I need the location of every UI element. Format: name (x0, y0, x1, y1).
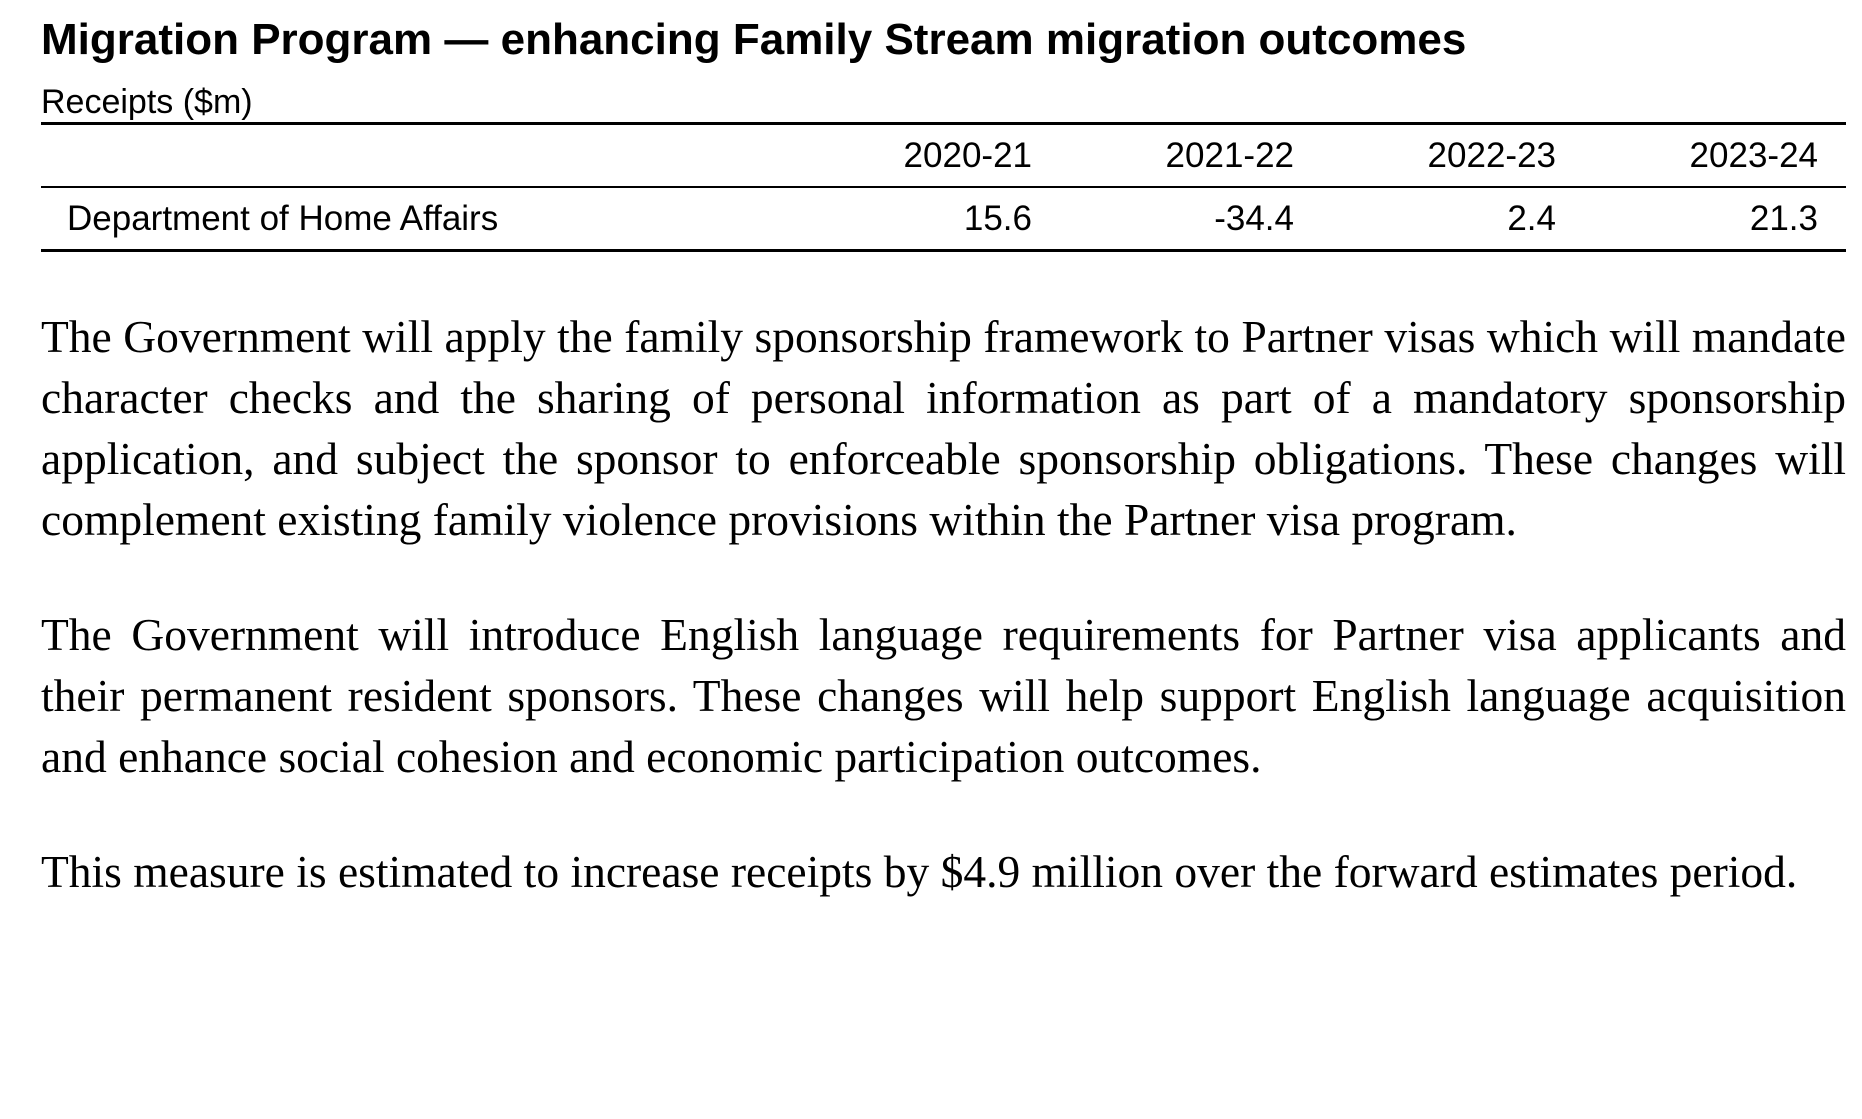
body-paragraph: The Government will introduce English language requirements for Partner visa applicants and their permanent resident sponsors. These changes will help support English language acquisition and enhance social cohesion and economic participation outcomes. (41, 609, 1846, 782)
table-cell: 15.6 (963, 198, 1032, 238)
document-page (41, 0, 1846, 902)
table-cell: 2.4 (1507, 198, 1556, 238)
header-empty-cell (41, 124, 798, 188)
row-label: Department of Home Affairs (67, 198, 499, 238)
body-paragraph: The Government will apply the family sponsorship framework to Partner visas which will mandate character checks and the sharing of personal information as part of a mandatory sponsorship application, and subject the sponsor to enforceable sponsorship obligations. These changes will complement existing family violence provisions within the Partner visa program. (41, 311, 1846, 545)
column-header: 2022-23 (1322, 124, 1584, 188)
column-header: 2023-24 (1584, 124, 1846, 188)
table-caption: Receipts ($m) (41, 83, 253, 121)
column-header: 2020-21 (798, 124, 1060, 188)
body-paragraph: This measure is estimated to increase receipts by $4.9 million over the forward estimates period. (41, 846, 1798, 897)
table-cell: 21.3 (1749, 198, 1818, 238)
table-row (41, 187, 1846, 251)
receipts-table (41, 122, 1846, 252)
table-cell: -34.4 (1214, 198, 1294, 238)
table-header-row (41, 124, 1846, 188)
measure-title: Migration Program — enhancing Family Stream migration outcomes (41, 15, 1467, 64)
column-header: 2021-22 (1060, 124, 1322, 188)
